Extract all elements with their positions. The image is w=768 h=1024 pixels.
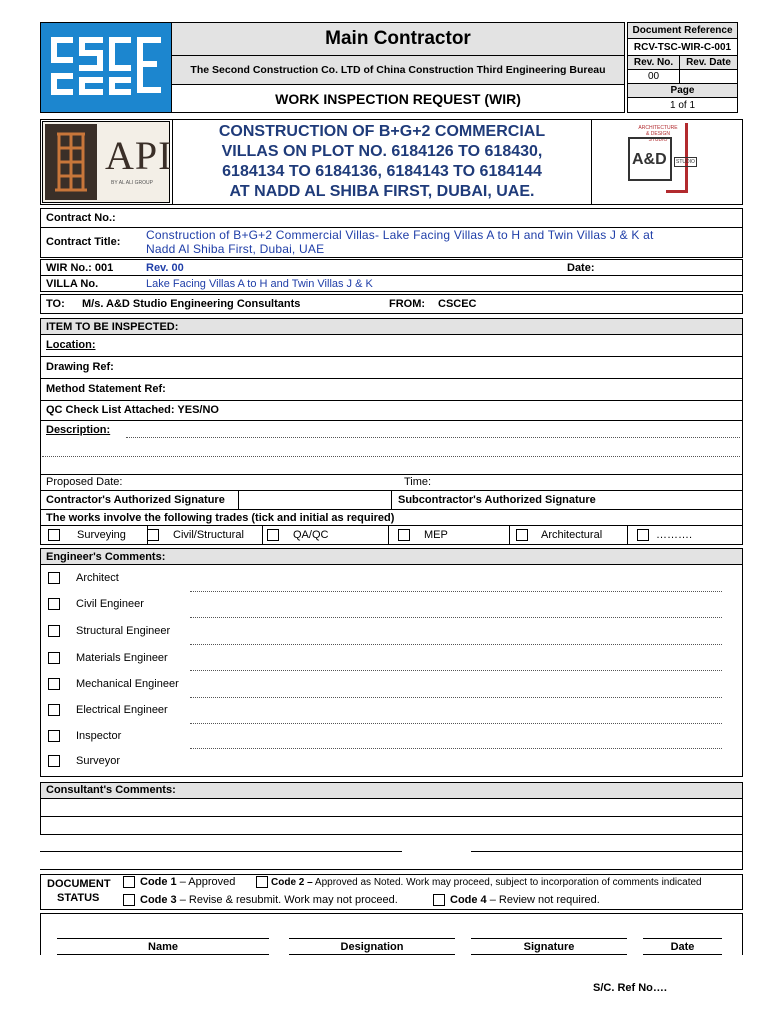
code-4-checkbox[interactable]: [433, 894, 445, 906]
trade-other-label: ……….: [656, 529, 693, 541]
contract-no-row: [40, 208, 743, 228]
description-line-1[interactable]: [126, 437, 740, 438]
role-inspector-line[interactable]: [190, 748, 722, 749]
code-4-desc: – Review not required.: [486, 894, 600, 906]
role-mechanical-engineer-label: Mechanical Engineer: [76, 678, 179, 690]
ad-logo-text: A&D: [632, 151, 667, 168]
code-1-checkbox[interactable]: [123, 876, 135, 888]
code-1-text: [140, 876, 235, 888]
role-architect-line[interactable]: [190, 591, 722, 592]
role-civil-engineer-label: Civil Engineer: [76, 598, 144, 610]
doc-ref-value: RCV-TSC-WIR-C-001: [627, 38, 738, 56]
role-surveyor-checkbox[interactable]: [48, 755, 60, 767]
rev-no-value: 00: [627, 69, 680, 84]
code-3-checkbox[interactable]: [123, 894, 135, 906]
trade-surveying-checkbox[interactable]: [48, 529, 60, 541]
project-title-line-3: 6184134 TO 6184136, 6184143 TO 6184144: [222, 163, 542, 180]
trade-qaqc-label: QA/QC: [293, 529, 329, 541]
wir-no-label: WIR No.: 001: [46, 262, 114, 274]
code-2-label: Code 2 –: [271, 877, 313, 888]
api-logo: [42, 121, 173, 203]
role-inspector-label: Inspector: [76, 730, 122, 742]
code-3-label: Code 3: [140, 894, 177, 906]
rev-date-value: [679, 69, 738, 84]
role-structural-engineer-checkbox[interactable]: [48, 625, 60, 637]
status-label-line-2: STATUS: [57, 892, 100, 904]
trade-civil-structural-checkbox[interactable]: [147, 529, 159, 541]
role-materials-engineer-checkbox[interactable]: [48, 652, 60, 664]
code-2-text: [271, 877, 702, 888]
villa-no-value: Lake Facing Villas A to H and Twin Villas J & K: [146, 278, 373, 290]
project-title-line-1: CONSTRUCTION OF B+G+2 COMMERCIAL: [218, 123, 546, 140]
role-mechanical-engineer-checkbox[interactable]: [48, 678, 60, 690]
cscec-logo: [40, 22, 172, 113]
signoff-signature-label: Signature: [523, 941, 575, 953]
to-label: TO:: [46, 298, 65, 310]
page-value: 1 of 1: [627, 97, 738, 113]
code-4-text: [450, 894, 600, 906]
signoff-date-label: Date: [670, 941, 695, 953]
code-1-label: Code 1: [140, 876, 177, 888]
company-name: The Second Construction Co. LTD of China Construction Third Engineering Bureau: [171, 55, 625, 85]
contract-title-label: Contract Title:: [46, 236, 121, 248]
role-civil-engineer-line[interactable]: [190, 617, 722, 618]
contract-title-value-2: Nadd Al Shiba First, Dubai, UAE: [146, 242, 325, 256]
role-electrical-engineer-label: Electrical Engineer: [76, 704, 168, 716]
project-title-line-2: VILLAS ON PLOT NO. 6184126 TO 618430,: [221, 143, 543, 160]
project-title-line-4: AT NADD AL SHIBA FIRST, DUBAI, UAE.: [229, 183, 535, 200]
drawing-ref-label: Drawing Ref:: [46, 361, 114, 373]
cscec-logo-icon: [41, 23, 171, 112]
role-structural-engineer-line[interactable]: [190, 644, 722, 645]
trade-mep-checkbox[interactable]: [398, 529, 410, 541]
contract-no-label: Contract No.:: [46, 212, 116, 224]
doc-ref-label: Document Reference: [627, 22, 738, 39]
form-title: WORK INSPECTION REQUEST (WIR): [171, 84, 625, 113]
rev-no-label: Rev. No.: [627, 55, 680, 70]
ad-logo-caption: ARCHITECTURE & DESIGN STUDIO: [638, 125, 678, 143]
signoff-designation-label: Designation: [340, 941, 404, 953]
ad-studio-logo: [594, 121, 741, 203]
trades-heading: The works involve the following trades (tick and initial as required): [46, 512, 395, 524]
role-civil-engineer-checkbox[interactable]: [48, 598, 60, 610]
description-label: Description:: [46, 424, 111, 436]
status-label-line-1: DOCUMENT: [47, 878, 111, 890]
location-label: Location:: [46, 339, 96, 351]
method-ref-label: Method Statement Ref:: [46, 383, 166, 395]
wir-rev-value: Rev. 00: [146, 262, 184, 274]
inspection-heading: ITEM TO BE INSPECTED:: [46, 321, 179, 333]
code-2-desc: Approved as Noted. Work may proceed, subject to incorporation of comments indicated: [312, 877, 702, 888]
ad-logo-badge: STUDIO: [676, 159, 695, 165]
api-logo-sub: BY AL ALI GROUP: [111, 180, 153, 186]
trade-mep-label: MEP: [424, 529, 448, 541]
rev-date-label: Rev. Date: [679, 55, 738, 70]
sc-ref-no: S/C. Ref No….: [593, 982, 667, 994]
code-2-checkbox[interactable]: [256, 876, 268, 888]
page-label: Page: [627, 83, 738, 98]
inspection-section: [40, 318, 743, 545]
code-3-text: [140, 894, 398, 906]
role-electrical-engineer-checkbox[interactable]: [48, 704, 60, 716]
contractor-signature-label: Contractor's Authorized Signature: [46, 494, 225, 506]
role-surveyor-label: Surveyor: [76, 755, 121, 767]
contract-title-value-1: Construction of B+G+2 Commercial Villas- Lake Facing Villas A to H and Twin Villas J & K at: [146, 228, 654, 242]
trade-architectural-label: Architectural: [541, 529, 603, 541]
role-inspector-checkbox[interactable]: [48, 730, 60, 742]
code-1-desc: – Approved: [176, 876, 236, 888]
main-title: Main Contractor: [171, 22, 625, 56]
villa-no-label: VILLA No.: [46, 278, 99, 290]
role-electrical-engineer-line[interactable]: [190, 723, 722, 724]
role-materials-engineer-label: Materials Engineer: [76, 652, 168, 664]
from-value: CSCEC: [438, 298, 477, 310]
proposed-date-label: Proposed Date:: [46, 476, 123, 488]
trade-surveying-label: Surveying: [77, 529, 126, 541]
trade-architectural-checkbox[interactable]: [516, 529, 528, 541]
qc-checklist-label: QC Check List Attached: YES/NO: [46, 404, 219, 416]
building-icon: [45, 124, 97, 200]
code-3-desc: – Revise & resubmit. Work may not proceed.: [176, 894, 398, 906]
description-line-2[interactable]: [42, 456, 740, 457]
api-logo-emblem: [45, 124, 97, 200]
trade-civil-structural-label: Civil/Structural: [173, 529, 244, 541]
trade-qaqc-checkbox[interactable]: [267, 529, 279, 541]
code-4-label: Code 4: [450, 894, 487, 906]
role-architect-label: Architect: [76, 572, 119, 584]
api-logo-text: API: [105, 133, 173, 178]
trade-other-checkbox[interactable]: [637, 529, 649, 541]
role-architect-checkbox[interactable]: [48, 572, 60, 584]
from-label: FROM:: [389, 298, 426, 310]
role-structural-engineer-label: Structural Engineer: [76, 625, 171, 637]
time-label: Time:: [404, 476, 432, 488]
role-materials-engineer-line[interactable]: [190, 670, 722, 671]
role-mechanical-engineer-line[interactable]: [190, 697, 722, 698]
to-value: M/s. A&D Studio Engineering Consultants: [82, 298, 301, 310]
subcontractor-signature-label: Subcontractor's Authorized Signature: [398, 494, 596, 506]
date-label: Date:: [567, 262, 595, 274]
engineer-heading: Engineer's Comments:: [46, 551, 166, 563]
consultant-heading: Consultant's Comments:: [46, 784, 176, 796]
signoff-name-label: Name: [148, 941, 178, 953]
